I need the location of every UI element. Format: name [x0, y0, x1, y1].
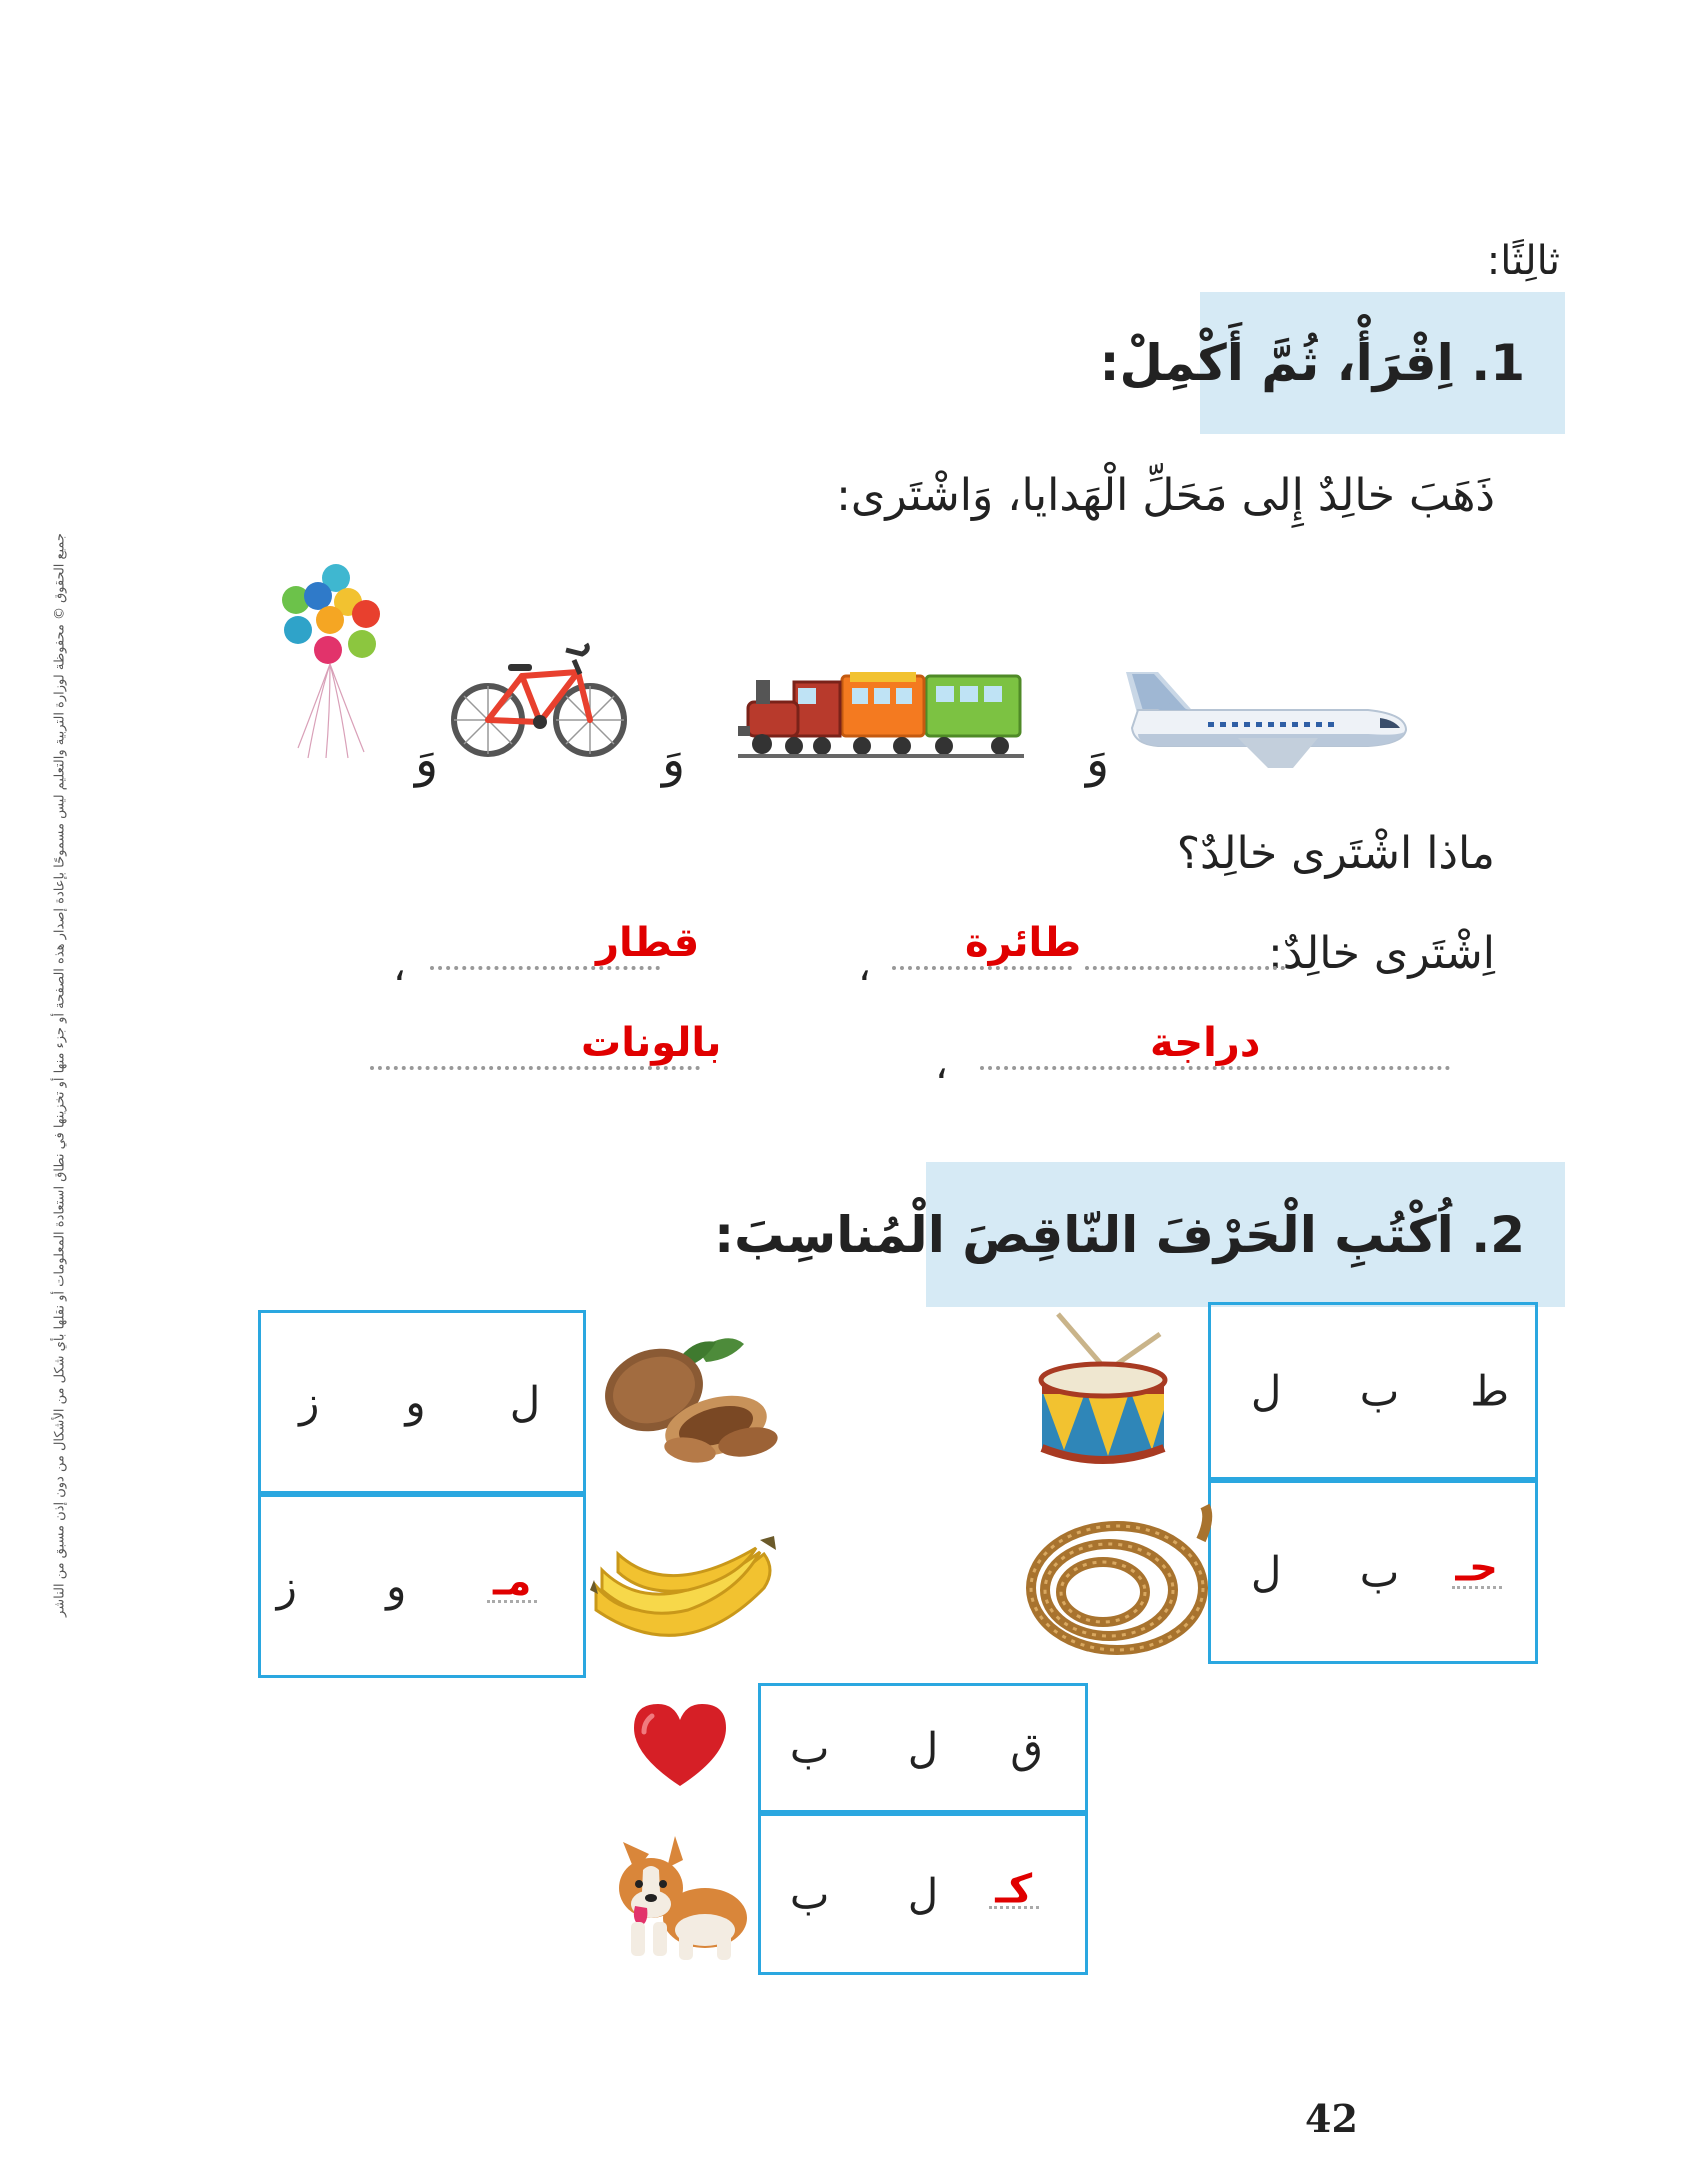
cell-letter: ل	[1250, 1547, 1282, 1597]
comma-1: ،	[858, 944, 871, 990]
question-1-header	[1099, 292, 1565, 434]
side-copyright-note	[40, 430, 80, 1720]
letter-cell-dog	[758, 1813, 1088, 1975]
question-1-title: 1. اِقْرَأْ، ثُمَّ أَكْمِلْ:	[1099, 334, 1525, 392]
answer-blank-4[interactable]	[370, 1066, 700, 1070]
section-label: ثالِثًا:	[1486, 238, 1560, 284]
heart-image	[630, 1700, 730, 1790]
cell-letter: ل	[907, 1869, 939, 1919]
answer-blank-1[interactable]	[1085, 966, 1285, 970]
dog-image	[605, 1822, 755, 1972]
conjunction-waw-2: وَ	[662, 732, 686, 788]
almond-image	[598, 1330, 788, 1470]
conjunction-waw-1: وَ	[1086, 732, 1110, 788]
cell-letter: ب	[789, 1723, 830, 1773]
cell-letter: ب	[789, 1869, 830, 1919]
conjunction-waw-3: وَ	[415, 732, 439, 788]
question-text: ماذا اشْتَرى خالِدٌ؟	[1176, 828, 1495, 879]
answer-3: دراجة	[1150, 1020, 1261, 1066]
story-sentence: ذَهَبَ خالِدٌ إِلى مَحَلِّ الْهَدايا، وَاشْتَرى:	[836, 470, 1495, 521]
rope-image	[1005, 1500, 1215, 1660]
missing-letter-answer: حـ	[1455, 1544, 1498, 1591]
comma-3: ،	[935, 1042, 948, 1088]
answer-4: بالونات	[581, 1020, 722, 1066]
cell-letter: ل	[907, 1723, 939, 1773]
answer-2: طائرة	[965, 920, 1082, 966]
comma-2: ،	[393, 944, 406, 990]
page-number: 42	[1305, 2096, 1358, 2141]
letter-cell-banana	[258, 1494, 586, 1678]
answer-1: قطار	[596, 920, 700, 966]
cell-letter: ب	[1359, 1366, 1400, 1416]
cell-letter: ب	[1359, 1547, 1400, 1597]
answer-blank-2[interactable]	[892, 966, 1072, 970]
question-2-title: 2. اُكْتُبِ الْحَرْفَ النّاقِصَ الْمُناسِبَ:	[714, 1205, 1525, 1264]
cell-letter: ز	[276, 1561, 297, 1611]
answer-blank-3[interactable]	[430, 966, 660, 970]
cell-letter: ز	[299, 1377, 320, 1427]
missing-letter-answer: كـ	[995, 1866, 1033, 1913]
cell-letter: و	[386, 1561, 407, 1611]
side-copyright-text: جميع الحقوق © محفوظة لوزارة التربية والتعليم ليس مسموحًا بإعادة إصدار هذه الصفحة أو جزء منها أو تخزينها في نطاق استعادة المعلومات أو نقلها بأي شكل من الأشكال من دون إذن مسبق من الناشر	[52, 533, 68, 1617]
cell-letter: ط	[1470, 1366, 1510, 1416]
letter-cell-rope	[1208, 1480, 1538, 1664]
balloons-image	[278, 562, 384, 762]
bicycle-image	[450, 636, 630, 760]
cell-letter: ل	[1250, 1366, 1282, 1416]
letter-cell-drum	[1208, 1302, 1538, 1480]
airplane-image	[1118, 662, 1410, 770]
question-2-header	[714, 1162, 1565, 1307]
cell-letter: و	[405, 1377, 426, 1427]
letter-cell-heart	[758, 1683, 1088, 1813]
answer-lead: اِشْتَرى خالِدٌ:	[1267, 928, 1495, 979]
letter-cell-almond	[258, 1310, 586, 1494]
cell-letter: ق	[1010, 1723, 1043, 1773]
cell-letter: ل	[509, 1377, 541, 1427]
answer-blank-5[interactable]	[980, 1066, 1450, 1070]
missing-letter-answer: مـ	[492, 1558, 532, 1605]
drum-image	[1028, 1310, 1178, 1470]
train-image	[738, 666, 1028, 766]
banana-image	[588, 1530, 788, 1660]
